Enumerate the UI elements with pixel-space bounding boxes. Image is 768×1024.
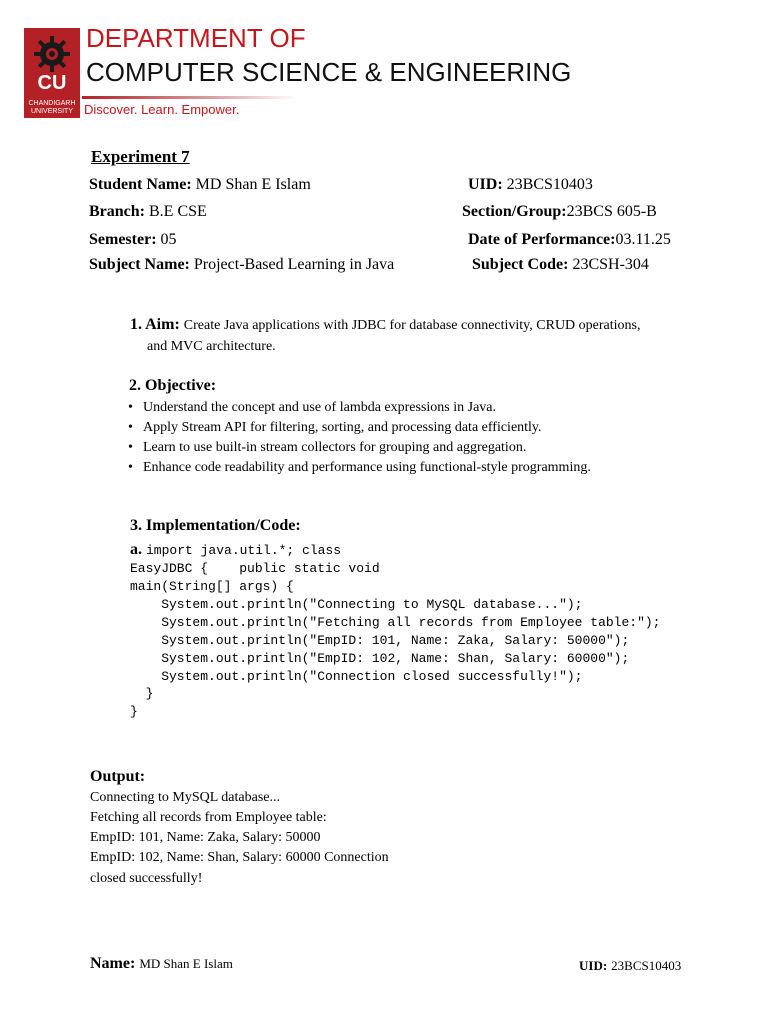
branch-value: B.E CSE: [149, 203, 207, 220]
aim-heading: 1. Aim:: [130, 316, 180, 333]
implementation-heading: 3. Implementation/Code:: [130, 517, 301, 534]
footer-name-value: MD Shan E Islam: [139, 956, 233, 971]
subject-name-value: Project-Based Learning in Java: [193, 256, 395, 273]
experiment-title: Experiment 7: [91, 147, 190, 166]
code-line: a. import java.util.*; class: [130, 541, 342, 558]
aim-text-line2: and MVC architecture.: [147, 339, 276, 354]
subject-code-row: [472, 256, 649, 274]
code-line: main(String[] args) {: [130, 579, 294, 594]
subject-code-value: 23CSH-304: [572, 256, 649, 273]
department-title-line2: COMPUTER SCIENCE & ENGINEERING: [86, 57, 572, 87]
aim-section: [130, 316, 640, 334]
footer-name: [90, 955, 233, 973]
semester-value: 05: [160, 231, 177, 248]
semester-row: [89, 231, 177, 249]
branch-row: [89, 203, 207, 221]
uid-value: 23BCS10403: [506, 176, 593, 193]
date-row: [468, 231, 671, 249]
code-line: System.out.println("Fetching all records from Employee table:");: [130, 615, 661, 630]
student-name-label: Student Name:: [89, 176, 192, 193]
code-line: System.out.println("Connection closed successfully!");: [130, 669, 583, 684]
objective-heading: 2. Objective:: [129, 377, 217, 394]
output-line: Connecting to MySQL database...: [90, 790, 281, 805]
student-name-row: [89, 176, 311, 194]
date-value: 03.11.25: [615, 231, 671, 248]
section-row: [462, 203, 657, 221]
student-name-value: MD Shan E Islam: [195, 176, 311, 193]
logo-cu-text: CU: [37, 72, 67, 94]
code-line: System.out.println("EmpID: 102, Name: Shan, Salary: 60000");: [130, 651, 630, 666]
uid-row: [468, 176, 593, 194]
code-line: }: [130, 686, 154, 701]
university-logo: [24, 28, 80, 118]
code-line: System.out.println("EmpID: 101, Name: Zaka, Salary: 50000");: [130, 633, 630, 648]
gear-emblem-icon: [32, 34, 72, 74]
footer-uid-value: 23BCS10403: [611, 958, 682, 973]
department-title-line1: DEPARTMENT OF: [86, 23, 306, 53]
logo-university-text: CHANDIGARH UNIVERSITY: [28, 100, 76, 115]
university-tagline: Discover. Learn. Empower.: [84, 102, 240, 117]
code-part-label: a.: [130, 541, 142, 558]
objective-item: • Enhance code readability and performance using functional-style programming.: [128, 460, 591, 475]
output-heading: Output:: [90, 768, 146, 785]
code-line: EasyJDBC { public static void: [130, 561, 380, 576]
subject-code-label: Subject Code:: [472, 256, 569, 273]
subject-name-label: Subject Name:: [89, 256, 190, 273]
section-label: Section/Group:: [462, 203, 567, 220]
branch-label: Branch:: [89, 203, 145, 220]
objective-item: • Understand the concept and use of lambda expressions in Java.: [128, 400, 497, 415]
code-line: System.out.println("Connecting to MySQL database...");: [130, 597, 583, 612]
section-value: 23BCS 605-B: [566, 203, 657, 220]
output-line: EmpID: 102, Name: Shan, Salary: 60000 Connection: [90, 850, 389, 865]
date-label: Date of Performance:: [468, 231, 616, 248]
footer-name-label: Name:: [90, 955, 136, 972]
output-line: Fetching all records from Employee table:: [90, 810, 327, 825]
footer-uid: [579, 957, 681, 975]
output-line: closed successfully!: [90, 871, 203, 886]
objective-item: • Learn to use built-in stream collectors for grouping and aggregation.: [128, 440, 527, 455]
header-divider: [82, 96, 298, 99]
uid-label: UID:: [468, 176, 503, 193]
semester-label: Semester:: [89, 231, 157, 248]
aim-text-line1: Create Java applications with JDBC for database connectivity, CRUD operations,: [183, 318, 641, 333]
footer-uid-label: UID:: [579, 958, 608, 973]
subject-name-row: [89, 256, 394, 274]
output-line: EmpID: 101, Name: Zaka, Salary: 50000: [90, 830, 321, 845]
objective-item: • Apply Stream API for filtering, sorting, and processing data efficiently.: [128, 420, 542, 435]
code-line: }: [130, 704, 138, 719]
